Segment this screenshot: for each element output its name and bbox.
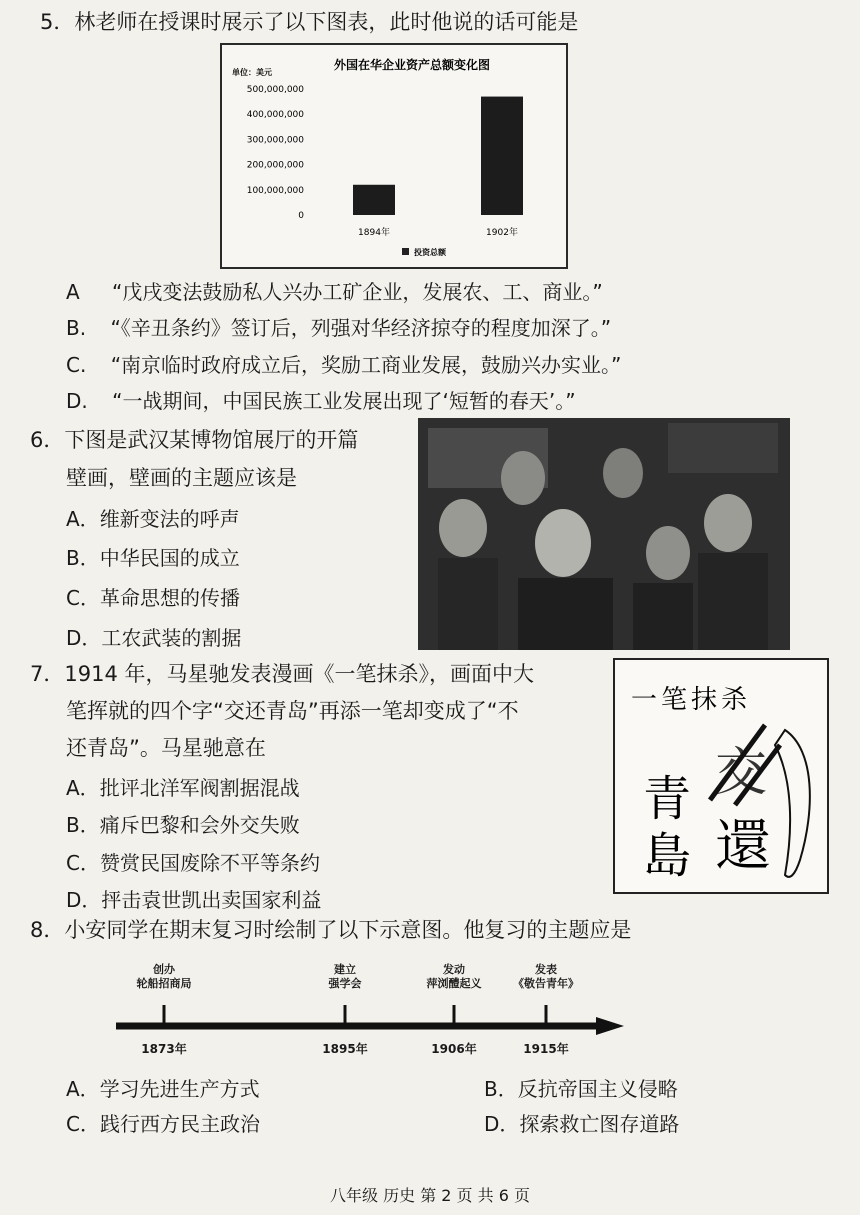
q6-option-a (66, 503, 240, 532)
q5-option-a (66, 276, 603, 305)
event-action: 创办 (153, 963, 175, 976)
q6-option-b (66, 542, 240, 571)
timeline-arrow-icon (596, 1017, 624, 1035)
option-letter: D． (66, 888, 102, 912)
timeline-event-1 (137, 963, 192, 991)
legend-swatch (402, 248, 409, 255)
bar-1 (353, 185, 395, 215)
option-text: 探索救亡图存道路 (519, 1112, 680, 1136)
y-tick-label: 500,000,000 (246, 85, 304, 95)
option-letter: B. (66, 316, 87, 340)
q7-option-c (66, 847, 320, 876)
legend-label: 投资总额 (414, 248, 446, 257)
timeline-year-4: 1915年 (523, 1042, 569, 1056)
option-text: 中华民国的成立 (99, 546, 240, 570)
q7-option-b (66, 809, 300, 838)
event-name: 轮船招商局 (136, 976, 192, 990)
q8-option-d (484, 1108, 679, 1137)
option-text: 痛斥巴黎和会外交失败 (99, 813, 300, 837)
option-text: 反抗帝国主义侵略 (517, 1077, 678, 1101)
option-text: 革命思想的传播 (99, 586, 240, 610)
x-tick-label: 1902年 (486, 228, 518, 238)
option-text: “《辛丑条约》签订后，列强对华经济掠夺的程度加深了。” (110, 316, 612, 340)
timeline-year-2: 1895年 (322, 1042, 368, 1056)
cartoon-char-dao: 島 (643, 828, 692, 884)
option-text: “戊戌变法鼓励私人兴办工矿企业，发展农、工、商业。” (112, 280, 603, 304)
q6-option-d (66, 622, 241, 651)
y-tick-label: 200,000,000 (246, 160, 304, 171)
cartoon-char-huan: 還 (715, 814, 771, 879)
cartoon-char-jiao: 交 (715, 743, 768, 803)
event-name: 萍浏醴起义 (426, 976, 482, 990)
option-letter: D. (66, 389, 88, 413)
q7-stem-line2: 笔挥就的四个字“交还青岛”再添一笔却变成了“不 (66, 699, 519, 723)
q7-option-d (66, 884, 321, 913)
y-tick-label: 100,000,000 (246, 185, 304, 196)
q7-stem-line1: 7．1914 年，马星驰发表漫画《一笔抹杀》，画面中大 (30, 662, 534, 686)
timeline-year-1: 1873年 (141, 1042, 187, 1056)
mural-figures-image (418, 418, 790, 650)
option-text: 工农武装的割据 (101, 626, 242, 650)
q8-stem: 8．小安同学在期末复习时绘制了以下示意图。他复习的主题应是 (30, 918, 632, 942)
q5-stem: 5．林老师在授课时展示了以下图表，此时他说的话可能是 (40, 10, 579, 34)
cartoon-title: 一笔抹杀 (631, 685, 752, 715)
hand-brush-icon (775, 730, 810, 877)
q7-cartoon (613, 658, 829, 894)
q6-stem-line1: 6．下图是武汉某博物馆展厅的开篇 (30, 428, 359, 452)
timeline-event-4 (513, 963, 579, 991)
event-action: 发表 (535, 963, 557, 976)
x-tick-label: 1894年 (358, 228, 390, 238)
option-letter: B． (484, 1077, 518, 1101)
option-letter: A． (66, 1077, 100, 1101)
option-text: “南京临时政府成立后，奖励工商业发展，鼓励兴办实业。” (110, 353, 622, 377)
y-tick-label: 400,000,000 (246, 110, 304, 121)
event-name: 强学会 (328, 976, 362, 990)
option-text: 批评北洋军阀割据混战 (99, 776, 300, 800)
option-letter: C. (66, 353, 87, 377)
y-tick-label: 300,000,000 (246, 135, 304, 146)
timeline-event-2 (329, 963, 362, 991)
option-text: 践行西方民主政治 (99, 1112, 260, 1136)
event-action: 发动 (443, 963, 465, 976)
q6-stem-line2: 壁画，壁画的主题应该是 (66, 466, 297, 490)
q5-option-d (66, 385, 576, 414)
cartoon-drawing (615, 660, 827, 892)
cartoon-char-qing: 青 (643, 771, 692, 827)
chart-title: 外国在华企业资产总额变化图 (333, 58, 491, 72)
option-letter: C． (66, 1112, 100, 1136)
bar-2 (481, 97, 523, 215)
q5-option-c (66, 349, 621, 378)
q7-option-a (66, 772, 300, 801)
option-letter: C． (66, 851, 100, 875)
option-text: 赞赏民国废除不平等条约 (99, 851, 320, 875)
q6-option-c (66, 582, 240, 611)
q8-option-a (66, 1073, 260, 1102)
option-text: “一战期间，中国民族工业发展出现了‘短暂的春天’。” (112, 389, 576, 413)
option-letter: C． (66, 586, 100, 610)
timeline-event-3 (427, 963, 482, 991)
option-text: 维新变法的呼声 (99, 507, 240, 531)
option-letter: D． (484, 1112, 520, 1136)
q8-option-b (484, 1073, 678, 1102)
q8-option-c (66, 1108, 260, 1137)
chart-y-label: 单位：美元 (232, 68, 272, 77)
option-text: 学习先进生产方式 (99, 1077, 260, 1101)
option-letter: A (66, 280, 80, 304)
page-footer: 八年级 历史 第 2 页 共 6 页 (330, 1186, 530, 1205)
event-action: 建立 (334, 963, 356, 976)
timeline-year-3: 1906年 (431, 1042, 477, 1056)
option-letter: B． (66, 813, 100, 837)
option-letter: B． (66, 546, 100, 570)
q7-stem-line3: 还青岛”。马星驰意在 (66, 736, 266, 760)
bar-chart-svg (222, 45, 566, 267)
q5-option-b (66, 312, 611, 341)
y-tick-label: 0 (298, 211, 304, 221)
option-text: 抨击袁世凯出卖国家利益 (101, 888, 322, 912)
q8-timeline (110, 955, 630, 1065)
q6-mural-photo (418, 418, 790, 650)
option-letter: D． (66, 626, 102, 650)
option-letter: A． (66, 776, 100, 800)
q5-bar-chart (220, 43, 568, 269)
option-letter: A． (66, 507, 100, 531)
event-name: 《敬告青年》 (513, 976, 579, 990)
